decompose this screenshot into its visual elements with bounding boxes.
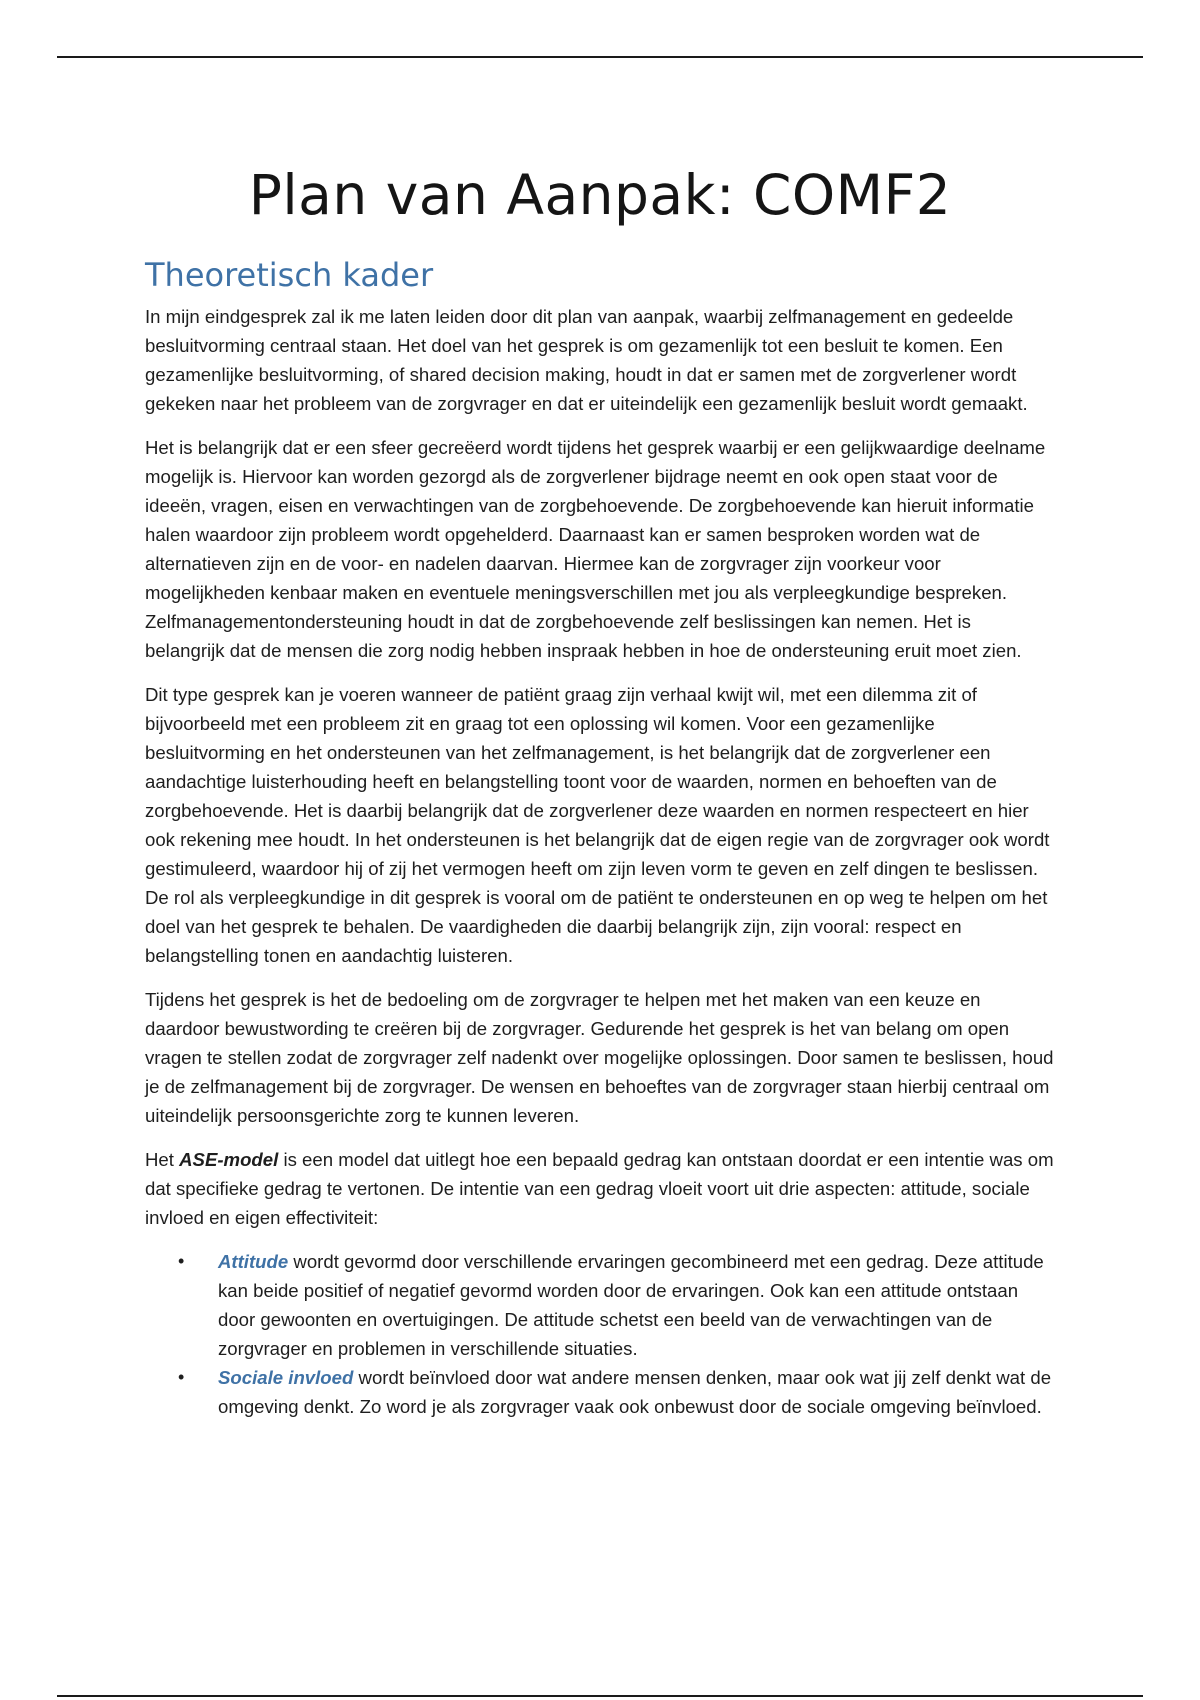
attitude-term: Attitude [218,1251,289,1272]
ase-model-term: ASE-model [179,1149,279,1170]
list-item-social-influence [178,1363,1055,1421]
social-influence-term: Sociale invloed [218,1367,354,1388]
header-rule [57,56,1143,58]
ase-prefix: Het [145,1149,180,1170]
paragraph-atmosphere: Het is belangrijk dat er een sfeer gecreëerd wordt tijdens het gesprek waarbij er een gelijkwaardige deelname mogelijk is. Hiervoor kan worden gezorgd als de zorgverlener bijdrage neemt en ook open staat voor de ideeën, vragen, eisen en verwachtingen van de zorgbehoevende. De zorgbehoevende kan hieruit informatie halen waardoor zijn probleem wordt opgehelderd. Daarnaast kan er samen besproken worden wat de alternatieven zijn en de voor- en nadelen daarvan. Hiermee kan de zorgvrager zijn voorkeur voor mogelijkheden kenbaar maken en eventuele meningsverschillen met jou als verpleegkundige bespreken. Zelfmanagementondersteuning houdt in dat de zorgbehoevende zelf beslissingen kan nemen. Het is belangrijk dat de mensen die zorg nodig hebben inspraak hebben in hoe de ondersteuning eruit moet zien. [145,437,1046,661]
document-title: Plan van Aanpak: COMF2 [248,163,952,227]
bullet-icon: • [178,1251,185,1271]
paragraph-goal: Tijdens het gesprek is het de bedoeling om de zorgvrager te helpen met het maken van een keuze en daardoor bewustwording te creëren bij de zorgvrager. Gedurende het gesprek is het van belang om open vragen te stellen zodat de zorgvrager zelf nadenkt over mogelijke oplossingen. Door samen te beslissen, houd je de zelfmanagement bij de zorgvrager. De wensen en behoeftes van de zorgvrager staan hierbij centraal om uiteindelijk persoonsgerichte zorg te kunnen leveren. [145,989,1054,1126]
aspects-list [145,1247,1055,1421]
paragraph-ase-model [145,1145,1055,1232]
footer-rule [57,1695,1143,1697]
attitude-text: wordt gevormd door verschillende ervaringen gecombineerd met een gedrag. Deze attitude kan beide positief of negatief gevormd worden door de ervaringen. Ook kan een attitude ontstaan door gewoonten en overtuigingen. De attitude schetst een beeld van de verwachtingen van de zorgvrager en problemen in verschillende situaties. [218,1251,1044,1359]
document-body [145,302,1055,1421]
social-influence-text: wordt beïnvloed door wat andere mensen denken, maar ook wat jij zelf denkt wat de omgeving denkt. Zo word je als zorgvrager vaak ook onbewust door de sociale omgeving beïnvloed. [218,1367,1052,1417]
paragraph-conversation-type: Dit type gesprek kan je voeren wanneer de patiënt graag zijn verhaal kwijt wil, met een dilemma zit of bijvoorbeeld met een probleem zit en graag tot een oplossing wil komen. Voor een gezamenlijke besluitvorming en het ondersteunen van het zelfmanagement, is het belangrijk dat de zorgverlener een aandachtige luisterhouding heeft en belangstelling toont voor de waarden, normen en behoeften van de zorgbehoevende. Het is daarbij belangrijk dat de zorgverlener deze waarden en normen respecteert en hier ook rekening mee houdt. In het ondersteunen is het belangrijk dat de eigen regie van de zorgvrager ook wordt gestimuleerd, waardoor hij of zij het vermogen heeft om zijn leven vorm te geven en zelf dingen te beslissen. De rol als verpleegkundige in dit gesprek is vooral om de patiënt te ondersteunen en op weg te helpen om het doel van het gesprek te behalen. De vaardigheden die daarbij belangrijk zijn, zijn vooral: respect en belangstelling tonen en aandachtig luisteren. [145,684,1050,966]
ase-rest: is een model dat uitlegt hoe een bepaald gedrag kan ontstaan doordat er een intentie was om dat specifieke gedrag te vertonen. De intentie van een gedrag vloeit voort uit drie aspecten: attitude, sociale invloed en eigen effectiviteit: [145,1149,1054,1228]
bullet-icon: • [178,1367,185,1387]
paragraph-intro: In mijn eindgesprek zal ik me laten leiden door dit plan van aanpak, waarbij zelfmanagement en gedeelde besluitvorming centraal staan. Het doel van het gesprek is om gezamenlijk tot een besluit te komen. Een gezamenlijke besluitvorming, of shared decision making, houdt in dat er samen met de zorgverlener wordt gekeken naar het probleem van de zorgvrager en dat er uiteindelijk een gezamenlijk besluit wordt gemaakt. [145,306,1028,414]
list-item-attitude [178,1247,1055,1363]
section-heading: Theoretisch kader [145,256,434,294]
